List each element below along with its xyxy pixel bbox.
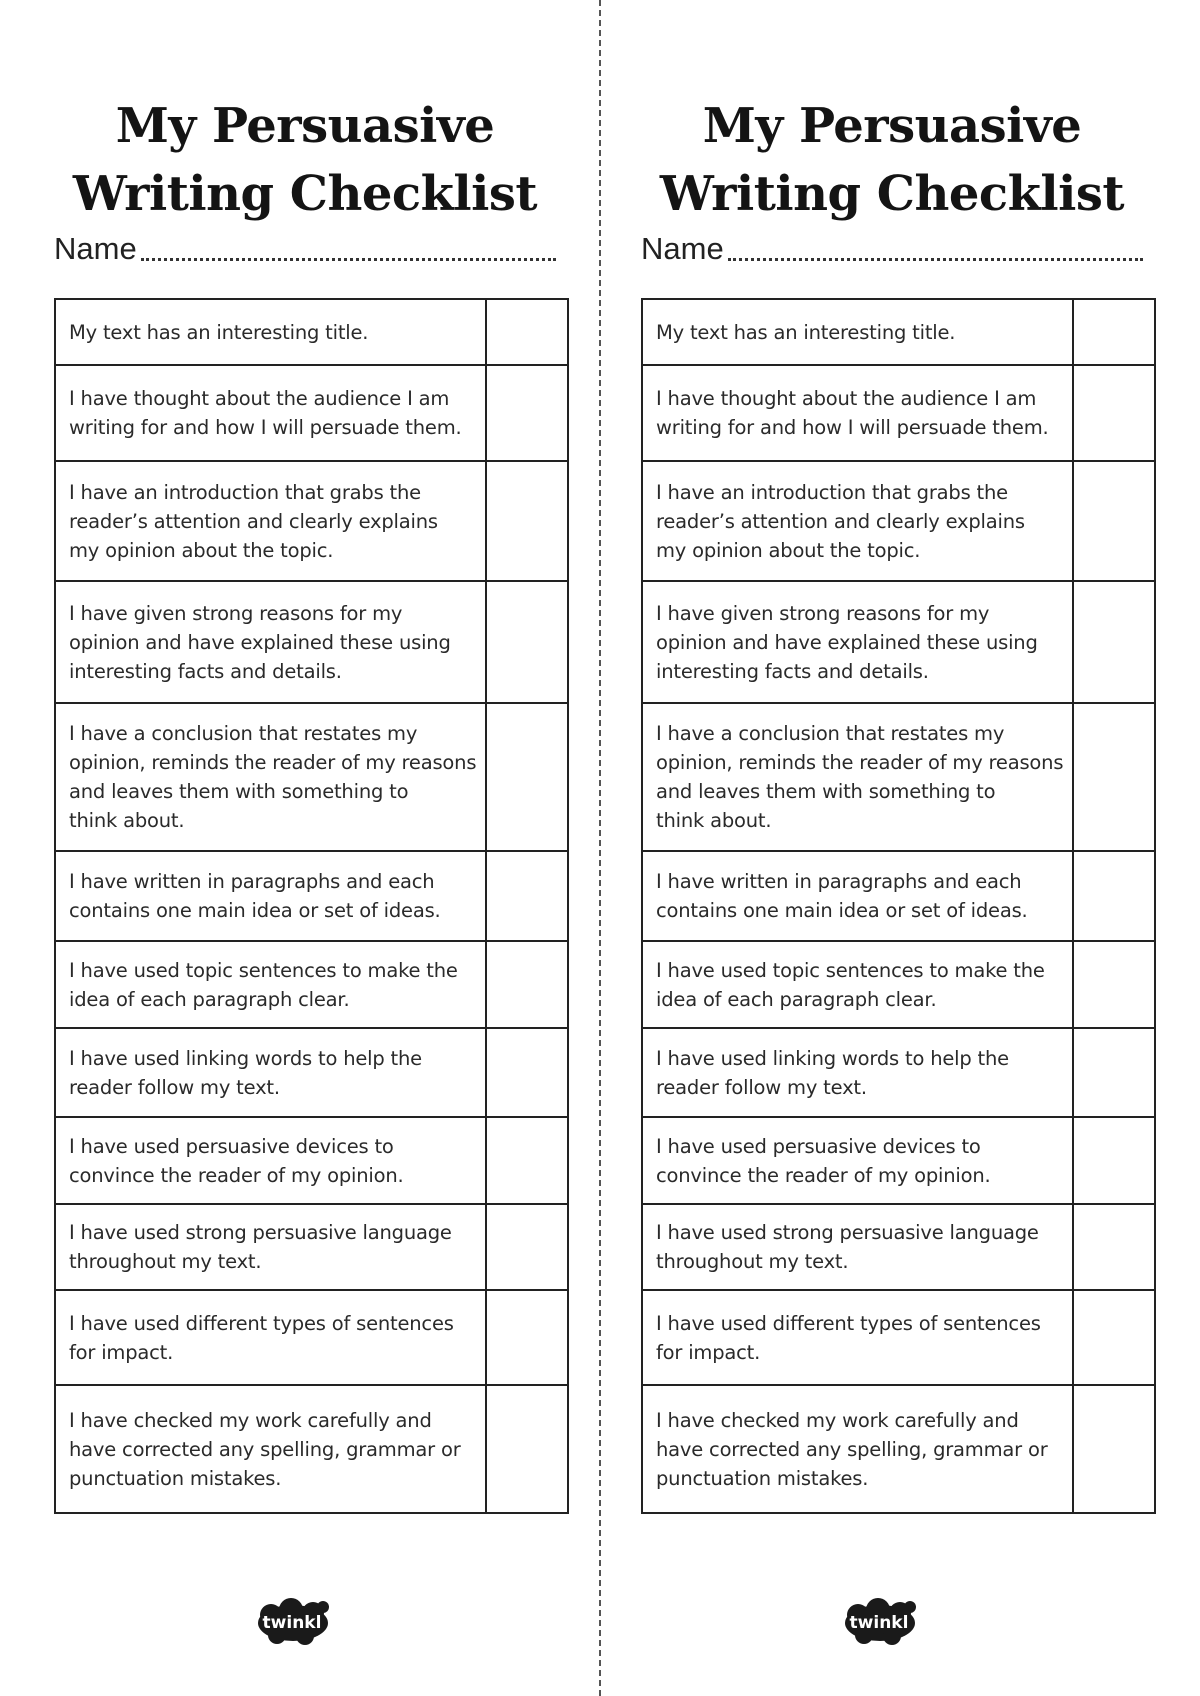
checkbox-cell[interactable]	[486, 299, 568, 365]
checklist-item-text: I have given strong reasons for my opinion and have explained these using interesting facts and details.	[642, 581, 1073, 703]
checklist-row	[55, 1204, 568, 1290]
checklist-item-text: I have a conclusion that restates my opinion, reminds the reader of my reasons and leaves them with something to think about.	[55, 703, 486, 851]
checklist-item-text: I have given strong reasons for my opinion and have explained these using interesting facts and details.	[55, 581, 486, 703]
checkbox-cell[interactable]	[1073, 703, 1155, 851]
checklist-item-text: I have written in paragraphs and each contains one main idea or set of ideas.	[642, 851, 1073, 941]
checklist-item-text: I have written in paragraphs and each contains one main idea or set of ideas.	[55, 851, 486, 941]
checklist-row	[55, 703, 568, 851]
checklist-item-text: I have checked my work carefully and have corrected any spelling, grammar or punctuation mistakes.	[55, 1385, 486, 1513]
checklist-item-text: I have checked my work carefully and have corrected any spelling, grammar or punctuation mistakes.	[642, 1385, 1073, 1513]
checklist-row	[642, 941, 1155, 1028]
checkbox-cell[interactable]	[1073, 365, 1155, 461]
checklist-row	[55, 461, 568, 581]
name-label: Name	[54, 231, 137, 266]
twinkl-logo	[840, 1597, 920, 1645]
checklist-row	[642, 1117, 1155, 1204]
checkbox-cell[interactable]	[486, 581, 568, 703]
title-line-2: Writing Checklist	[659, 166, 1125, 222]
checklist-row	[55, 299, 568, 365]
checkbox-cell[interactable]	[1073, 461, 1155, 581]
checklist-item-text: I have used linking words to help the reader follow my text.	[55, 1028, 486, 1117]
checklist-item-text: I have thought about the audience I am writing for and how I will persuade them.	[55, 365, 486, 461]
checklist-row	[55, 1290, 568, 1385]
checklist-row	[642, 703, 1155, 851]
checklist-item-text: My text has an interesting title.	[642, 299, 1073, 365]
checkbox-cell[interactable]	[486, 1117, 568, 1204]
title-line-1: My Persuasive	[702, 98, 1082, 154]
checkbox-cell[interactable]	[1073, 299, 1155, 365]
checklist-row	[642, 1204, 1155, 1290]
checklist-row	[642, 1385, 1155, 1513]
checklist-row	[55, 1028, 568, 1117]
checklist-row	[642, 365, 1155, 461]
checklist-table	[54, 298, 569, 1514]
checkbox-cell[interactable]	[1073, 1117, 1155, 1204]
checklist-row	[55, 365, 568, 461]
checklist-item-text: I have an introduction that grabs the reader’s attention and clearly explains my opinion about the topic.	[642, 461, 1073, 581]
cut-line-divider	[599, 0, 601, 1696]
checklist-item-text: I have used different types of sentences for impact.	[55, 1290, 486, 1385]
checklist-item-text: I have used topic sentences to make the idea of each paragraph clear.	[55, 941, 486, 1028]
checklist-panel-right	[637, 0, 1147, 1696]
checklist-item-text: I have thought about the audience I am writing for and how I will persuade them.	[642, 365, 1073, 461]
checkbox-cell[interactable]	[486, 461, 568, 581]
checklist-row	[55, 941, 568, 1028]
checklist-row	[642, 299, 1155, 365]
logo-text: twinkl	[849, 1613, 909, 1633]
checkbox-cell[interactable]	[1073, 1385, 1155, 1513]
checklist-item-text: I have used persuasive devices to convince the reader of my opinion.	[642, 1117, 1073, 1204]
checkbox-cell[interactable]	[1073, 1290, 1155, 1385]
checklist-panel-left	[50, 0, 560, 1696]
checkbox-cell[interactable]	[1073, 941, 1155, 1028]
checkbox-cell[interactable]	[1073, 851, 1155, 941]
name-label: Name	[641, 231, 724, 266]
name-dotted-line[interactable]	[728, 257, 1143, 261]
checkbox-cell[interactable]	[486, 703, 568, 851]
checklist-item-text: My text has an interesting title.	[55, 299, 486, 365]
checkbox-cell[interactable]	[486, 941, 568, 1028]
name-dotted-line[interactable]	[141, 257, 556, 261]
checklist-title	[50, 92, 560, 228]
checklist-item-text: I have a conclusion that restates my opinion, reminds the reader of my reasons and leaves them with something to think about.	[642, 703, 1073, 851]
checklist-item-text: I have used persuasive devices to convince the reader of my opinion.	[55, 1117, 486, 1204]
checklist-item-text: I have used linking words to help the reader follow my text.	[642, 1028, 1073, 1117]
checkbox-cell[interactable]	[486, 851, 568, 941]
checklist-item-text: I have used topic sentences to make the idea of each paragraph clear.	[642, 941, 1073, 1028]
checklist-row	[642, 1028, 1155, 1117]
checkbox-cell[interactable]	[1073, 1028, 1155, 1117]
checklist-table	[641, 298, 1156, 1514]
checklist-item-text: I have an introduction that grabs the reader’s attention and clearly explains my opinion about the topic.	[55, 461, 486, 581]
checklist-row	[55, 1117, 568, 1204]
checklist-row	[55, 581, 568, 703]
checklist-row	[55, 851, 568, 941]
checklist-row	[642, 1290, 1155, 1385]
checklist-item-text: I have used strong persuasive language throughout my text.	[55, 1204, 486, 1290]
checkbox-cell[interactable]	[486, 1028, 568, 1117]
checkbox-cell[interactable]	[1073, 581, 1155, 703]
name-field[interactable]	[54, 224, 556, 266]
checklist-title	[637, 92, 1147, 228]
title-line-2: Writing Checklist	[72, 166, 538, 222]
logo-text: twinkl	[262, 1613, 322, 1633]
title-line-1: My Persuasive	[115, 98, 495, 154]
checkbox-cell[interactable]	[486, 1290, 568, 1385]
checklist-item-text: I have used strong persuasive language throughout my text.	[642, 1204, 1073, 1290]
checklist-row	[642, 851, 1155, 941]
checkbox-cell[interactable]	[486, 365, 568, 461]
checklist-row	[55, 1385, 568, 1513]
checkbox-cell[interactable]	[486, 1204, 568, 1290]
checklist-row	[642, 461, 1155, 581]
checklist-item-text: I have used different types of sentences for impact.	[642, 1290, 1073, 1385]
checkbox-cell[interactable]	[486, 1385, 568, 1513]
checkbox-cell[interactable]	[1073, 1204, 1155, 1290]
name-field[interactable]	[641, 224, 1143, 266]
twinkl-logo	[253, 1597, 333, 1645]
checklist-row	[642, 581, 1155, 703]
